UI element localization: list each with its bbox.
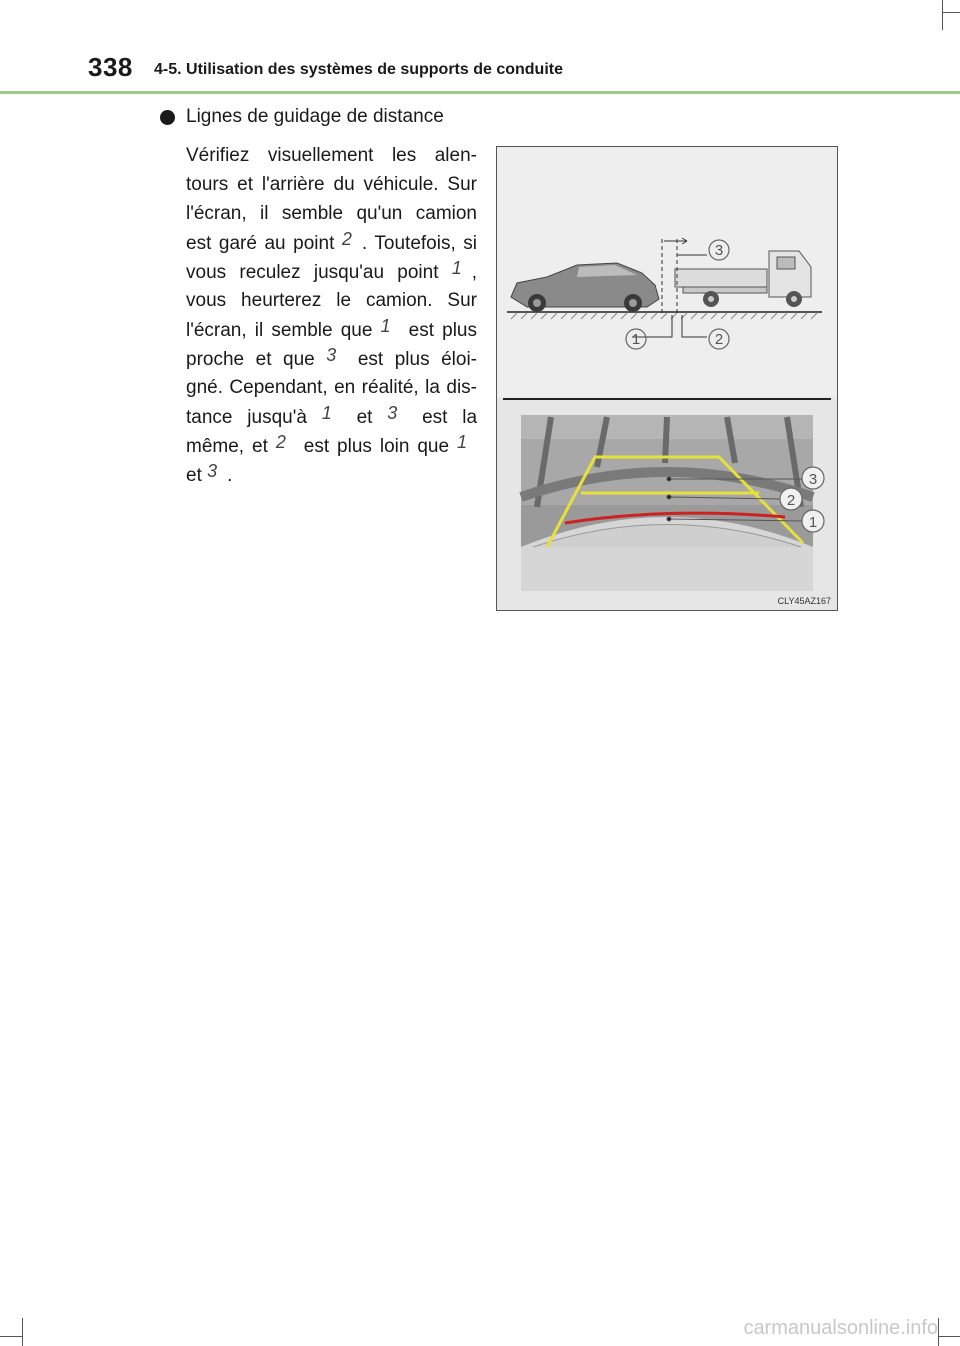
body-line: gné. Cependant, en réalité, la dis- (186, 377, 477, 398)
body-text-fragment: est plus loin que (303, 436, 450, 457)
crop-mark (0, 1336, 22, 1337)
callout-number: 2 (275, 432, 286, 452)
distance-guide-figure (496, 146, 838, 611)
callout-number: 1 (321, 403, 332, 423)
body-line (186, 228, 477, 257)
header-divider (0, 91, 960, 94)
body-line (186, 257, 477, 286)
callout-label: 2 (714, 331, 724, 348)
callout-label: 3 (808, 471, 818, 488)
body-text-fragment: , (471, 262, 478, 283)
body-line (186, 315, 477, 344)
callout-label: 3 (714, 242, 724, 259)
body-text-fragment: vous reculez jusqu'au point (186, 262, 439, 283)
bullet-title: Lignes de guidage de distance (186, 106, 444, 127)
body-text-fragment: . Toutefois, si (361, 233, 478, 254)
body-line: Vérifiez visuellement les alen- (186, 145, 477, 166)
callout-label: 1 (631, 331, 641, 348)
body-text-fragment: et (356, 407, 373, 428)
body-line: vous heurterez le camion. Sur (186, 290, 477, 311)
figure-illustration (497, 147, 837, 610)
crop-mark (942, 0, 943, 30)
callout-number: 3 (387, 403, 398, 423)
body-text-fragment: même, et (186, 436, 268, 457)
body-line: l'écran, il semble qu'un camion (186, 203, 477, 224)
body-line (186, 402, 477, 431)
figure-code: CLY45AZ167 (777, 596, 831, 606)
body-text-fragment: est plus éloi- (357, 349, 478, 370)
body-text-fragment: l'écran, il semble que (186, 320, 373, 341)
bullet-heading (160, 106, 444, 128)
crop-mark (938, 1318, 939, 1346)
body-line (186, 431, 477, 460)
body-paragraph (186, 141, 477, 489)
body-line (186, 344, 477, 373)
bullet-icon (160, 110, 175, 125)
body-text-fragment: . (227, 465, 233, 486)
callout-number: 2 (341, 229, 352, 249)
body-text-fragment: tance jusqu'à (186, 407, 307, 428)
callout-number: 1 (380, 316, 391, 336)
callout-label: 2 (786, 492, 796, 509)
callout-label: 1 (808, 514, 818, 531)
callout-number: 3 (326, 345, 337, 365)
callout-number: 1 (451, 258, 462, 278)
body-text-fragment: proche et que (186, 349, 315, 370)
crop-mark (942, 12, 960, 13)
section-title: 4-5. Utilisation des systèmes de supports de conduite (154, 61, 563, 78)
body-text-fragment: est plus (408, 320, 477, 341)
body-text-fragment: est garé au point (186, 233, 335, 254)
callout-number: 1 (457, 432, 468, 452)
body-line: tours et l'arrière du véhicule. Sur (186, 174, 477, 195)
body-text-fragment: est la (422, 407, 478, 428)
page-number: 338 (88, 52, 133, 82)
watermark: carmanualsonline.info (743, 1317, 938, 1339)
crop-mark (22, 1318, 23, 1346)
body-text-fragment: et (186, 465, 202, 486)
callout-number: 3 (207, 461, 218, 481)
body-line (186, 460, 477, 489)
camera-view (521, 415, 813, 591)
crop-mark (938, 1336, 960, 1337)
